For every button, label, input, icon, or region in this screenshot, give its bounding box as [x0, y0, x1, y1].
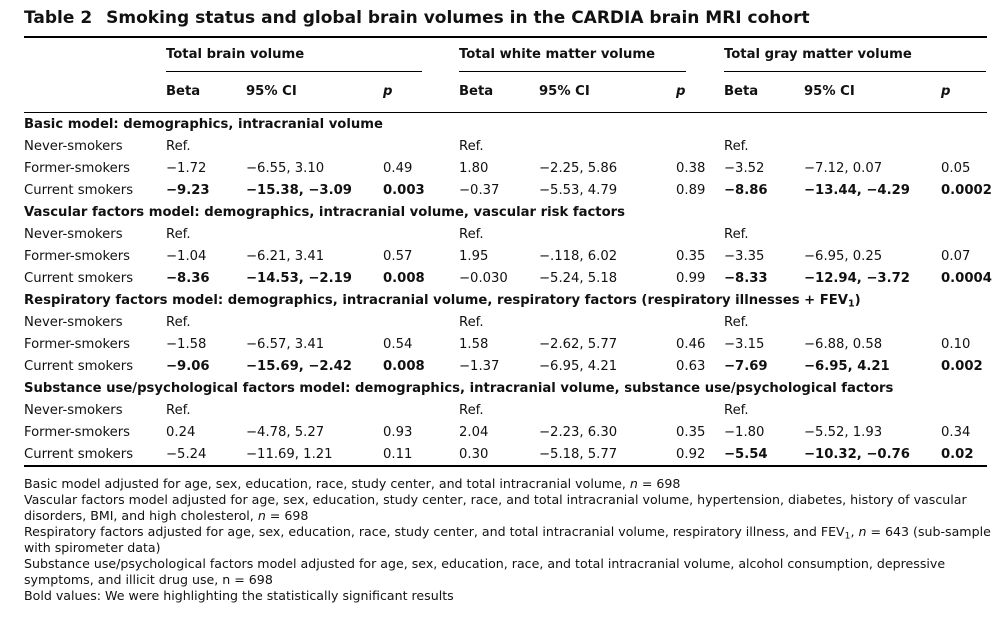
- beta-cell: −5.24: [166, 447, 207, 462]
- ci-cell: −7.12, 0.07: [804, 161, 883, 176]
- row-label: Former-smokers: [24, 249, 131, 264]
- footnote: [24, 588, 994, 604]
- beta-cell: Ref.: [166, 403, 191, 418]
- ci-cell: −5.53, 4.79: [539, 183, 618, 198]
- p-cell: 0.92: [676, 447, 706, 462]
- p-header: p: [383, 84, 393, 99]
- beta-cell: Ref.: [724, 315, 749, 330]
- footnote-text: Vascular factors model adjusted for age, sex, education, study center, race, and total intracranial volume, hypertension, diabetes, history of vascular disorders, BMI, and high cholesterol,: [24, 492, 967, 523]
- ci-cell: −2.25, 5.86: [539, 161, 618, 176]
- p-cell: 0.46: [676, 337, 706, 352]
- p-cell: 0.0002: [941, 183, 992, 198]
- group-header: Total brain volume: [166, 47, 305, 62]
- ci-cell: −2.23, 6.30: [539, 425, 618, 440]
- beta-cell: −9.06: [166, 359, 210, 374]
- beta-header: Beta: [166, 84, 201, 99]
- beta-cell: −0.37: [459, 183, 500, 198]
- p-cell: 0.57: [383, 249, 413, 264]
- ci-cell: −14.53, −2.19: [246, 271, 352, 286]
- beta-cell: 0.24: [166, 425, 196, 440]
- p-cell: 0.99: [676, 271, 706, 286]
- beta-cell: Ref.: [459, 403, 484, 418]
- row-label: Current smokers: [24, 447, 134, 462]
- row-label: Current smokers: [24, 359, 134, 374]
- title-end: ): [854, 293, 861, 308]
- footnote-text: Substance use/psychological factors model adjusted for age, sex, education, race, and total intracranial volume, alcohol consumption, depressive symptoms, and illicit drug use, n = 698: [24, 556, 946, 587]
- p-cell: 0.003: [383, 183, 425, 198]
- ci-cell: −5.52, 1.93: [804, 425, 883, 440]
- ci-cell: −5.18, 5.77: [539, 447, 618, 462]
- ci-cell: −6.88, 0.58: [804, 337, 883, 352]
- row-label: Current smokers: [24, 183, 134, 198]
- beta-cell: Ref.: [459, 315, 484, 330]
- beta-cell: −3.15: [724, 337, 765, 352]
- beta-cell: −9.23: [166, 183, 210, 198]
- ci-cell: −4.78, 5.27: [246, 425, 325, 440]
- row-label: Former-smokers: [24, 161, 131, 176]
- p-cell: 0.008: [383, 271, 425, 286]
- beta-cell: −0.030: [459, 271, 508, 286]
- ci-cell: −6.95, 4.21: [804, 359, 890, 374]
- row-label: Never-smokers: [24, 315, 123, 330]
- row-label: Former-smokers: [24, 337, 131, 352]
- beta-cell: Ref.: [724, 139, 749, 154]
- section-title: Vascular factors model: demographics, intracranial volume, vascular risk factors: [24, 205, 626, 220]
- beta-cell: −8.36: [166, 271, 210, 286]
- row-label: Never-smokers: [24, 403, 123, 418]
- footnote-text: n: [629, 476, 638, 491]
- beta-cell: −1.04: [166, 249, 207, 264]
- ci-header: 95% CI: [246, 84, 297, 99]
- ci-header: 95% CI: [804, 84, 855, 99]
- p-header: p: [941, 84, 951, 99]
- ci-header: 95% CI: [539, 84, 590, 99]
- beta-cell: −3.52: [724, 161, 765, 176]
- footnote-text: n: [858, 524, 867, 539]
- footnote-text: n: [257, 508, 266, 523]
- beta-cell: Ref.: [166, 315, 191, 330]
- beta-cell: −8.86: [724, 183, 768, 198]
- beta-cell: −5.54: [724, 447, 768, 462]
- footnote: [24, 476, 994, 492]
- beta-cell: −1.72: [166, 161, 207, 176]
- ci-cell: −15.69, −2.42: [246, 359, 352, 374]
- footnote-text: = 643 (sub-sample with spirometer data): [24, 524, 991, 555]
- section-title: Respiratory factors model: demographics, intracranial volume, respiratory factors (respiratory illnesses + $FEV_1$): [24, 293, 861, 310]
- ci-cell: −11.69, 1.21: [246, 447, 333, 462]
- p-cell: 0.05: [941, 161, 971, 176]
- bottom-rule: [24, 465, 987, 467]
- row-label: Former-smokers: [24, 425, 131, 440]
- beta-cell: 1.95: [459, 249, 489, 264]
- group-header: Total gray matter volume: [724, 47, 912, 62]
- footnote: [24, 492, 994, 524]
- beta-cell: 2.04: [459, 425, 489, 440]
- p-cell: 0.34: [941, 425, 971, 440]
- beta-cell: −8.33: [724, 271, 768, 286]
- ci-cell: −6.55, 3.10: [246, 161, 325, 176]
- p-cell: 0.93: [383, 425, 413, 440]
- p-cell: 0.0004: [941, 271, 992, 286]
- ci-cell: −2.62, 5.77: [539, 337, 618, 352]
- table-title-text: Smoking status and global brain volumes in the CARDIA brain MRI cohort: [106, 8, 810, 28]
- row-label: Never-smokers: [24, 139, 123, 154]
- beta-header: Beta: [459, 84, 494, 99]
- ci-cell: −6.95, 0.25: [804, 249, 883, 264]
- beta-cell: Ref.: [724, 403, 749, 418]
- group-rule: [459, 71, 686, 72]
- footnote-text: Respiratory factors adjusted for age, sex, education, race, study center, and total intracranial volume, respiratory illness, and FEV: [24, 524, 845, 539]
- group-header: Total white matter volume: [459, 47, 656, 62]
- footnote-text: = 698: [265, 508, 309, 523]
- p-cell: 0.54: [383, 337, 413, 352]
- p-cell: 0.63: [676, 359, 706, 374]
- beta-cell: Ref.: [724, 227, 749, 242]
- p-cell: 0.35: [676, 249, 706, 264]
- footnote-text: 1: [844, 531, 851, 542]
- beta-cell: 0.30: [459, 447, 489, 462]
- ci-cell: −10.32, −0.76: [804, 447, 910, 462]
- beta-cell: Ref.: [166, 227, 191, 242]
- p-cell: 0.10: [941, 337, 971, 352]
- footnote-text: = 698: [637, 476, 681, 491]
- p-cell: 0.002: [941, 359, 983, 374]
- ci-cell: −6.57, 3.41: [246, 337, 325, 352]
- section-title: Substance use/psychological factors model: demographics, intracranial volume, substance use/psychological factors: [24, 381, 894, 396]
- row-label: Current smokers: [24, 271, 134, 286]
- table-title: [24, 8, 810, 28]
- subscript: 1: [848, 298, 855, 310]
- p-cell: 0.02: [941, 447, 974, 462]
- beta-cell: 1.58: [459, 337, 489, 352]
- beta-cell: 1.80: [459, 161, 489, 176]
- footnote-text: Bold values: We were highlighting the statistically significant results: [24, 588, 454, 603]
- p-cell: 0.89: [676, 183, 706, 198]
- beta-cell: Ref.: [459, 139, 484, 154]
- footnote-text: Basic model adjusted for age, sex, education, race, study center, and total intracranial volume,: [24, 476, 630, 491]
- p-cell: 0.008: [383, 359, 425, 374]
- section-title: Basic model: demographics, intracranial volume: [24, 117, 383, 132]
- row-label: Never-smokers: [24, 227, 123, 242]
- ci-cell: −6.21, 3.41: [246, 249, 325, 264]
- beta-header: Beta: [724, 84, 759, 99]
- beta-cell: −7.69: [724, 359, 768, 374]
- beta-cell: −3.35: [724, 249, 765, 264]
- group-rule: [166, 71, 422, 72]
- ci-cell: −5.24, 5.18: [539, 271, 618, 286]
- ci-cell: −15.38, −3.09: [246, 183, 352, 198]
- beta-cell: Ref.: [459, 227, 484, 242]
- beta-cell: −1.37: [459, 359, 500, 374]
- table-number: Table 2: [24, 8, 93, 28]
- footnote: [24, 524, 994, 556]
- ci-cell: −12.94, −3.72: [804, 271, 910, 286]
- p-cell: 0.35: [676, 425, 706, 440]
- group-rule: [724, 71, 986, 72]
- p-cell: 0.07: [941, 249, 971, 264]
- ci-cell: −6.95, 4.21: [539, 359, 618, 374]
- p-cell: 0.38: [676, 161, 706, 176]
- beta-cell: −1.80: [724, 425, 765, 440]
- header-rule: [24, 112, 987, 113]
- footnote-text: ,: [850, 524, 859, 539]
- ci-cell: −13.44, −4.29: [804, 183, 910, 198]
- p-header: p: [676, 84, 686, 99]
- footnote: [24, 556, 994, 588]
- beta-cell: Ref.: [166, 139, 191, 154]
- ci-cell: −.118, 6.02: [539, 249, 618, 264]
- p-cell: 0.11: [383, 447, 413, 462]
- p-cell: 0.49: [383, 161, 413, 176]
- top-rule: [24, 36, 987, 38]
- beta-cell: −1.58: [166, 337, 207, 352]
